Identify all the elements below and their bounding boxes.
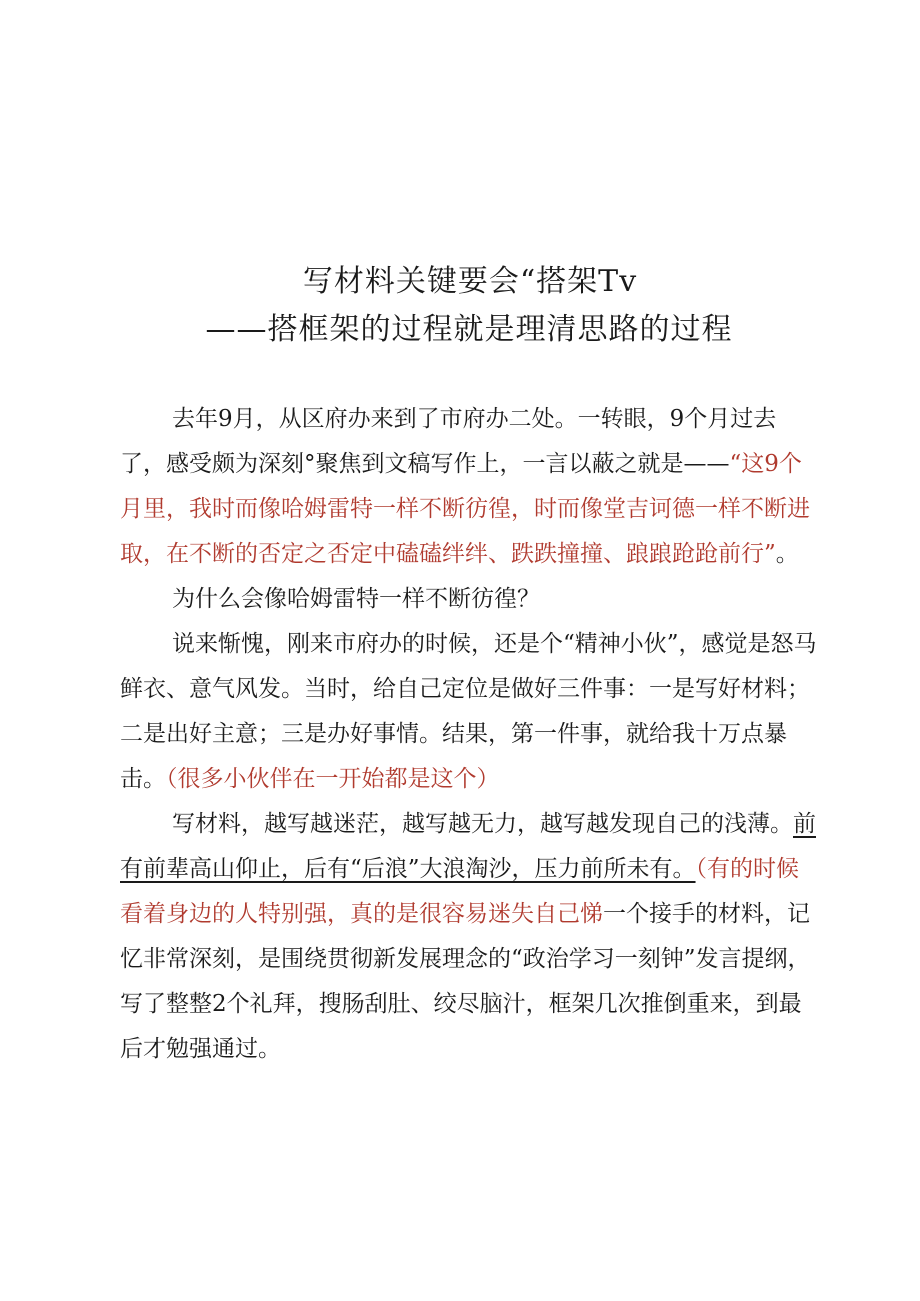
paragraph-4-tail: 一个接手的材料，记忆非常深刻，是围绕贯彻新发展理念的“政治学习一刻钟”发言提纲，写了整整2个礼拜，搜肠刮肚、绞尽脑汁，框架几次推倒重来，到最后才勉强通过。 <box>120 901 811 1062</box>
paragraph-4-aside: （有的时候看着身边的人特别强，真的是很容易迷失自己悌 <box>120 856 800 927</box>
title-line-2: ——搭框架的过程就是理清思路的过程 <box>205 312 733 347</box>
paragraph-4-text: 写材料，越写越迷茫，越写越无力，越写越发现自己的浅薄。 <box>172 811 793 837</box>
paragraph-4-underlined: 前有前辈高山仰止，后有“后浪”大浪淘沙，压力前所未有。 <box>120 811 816 882</box>
article-body <box>120 397 820 1072</box>
title-line-1: 写材料关键要会“搭架Tv <box>302 264 638 299</box>
paragraph-1-text: 去年9月，从区府办来到了市府办二处。一转眼，9个月过去了，感受颇为深刻°聚焦到文稿写作上，一言以蔽之就是—— <box>120 406 777 477</box>
paragraph-1 <box>120 397 820 577</box>
paragraph-2: 为什么会像哈姆雷特一样不断彷徨？ <box>172 586 540 612</box>
paragraph-1-quote: “这9个月里，我时而像哈姆雷特一样不断彷徨，时而像堂吉诃德一样不断进取，在不断的否定之否定中磕磕绊绊、跌跌撞撞、踉踉跄跄前行” <box>120 451 810 567</box>
paragraph-3-aside: （很多小伙伴在一开始都是这个） <box>166 766 500 792</box>
paragraph-4 <box>120 802 820 1072</box>
title-block <box>0 258 920 354</box>
paragraph-3 <box>120 622 820 802</box>
paragraph-1-end: 。 <box>775 541 799 567</box>
paragraph-3-text: 说来惭愧，刚来市府办的时候，还是个“精神小伙”，感觉是怒马鲜衣、意气风发。当时，给自己定位是做好三件事：一是写好材料；二是出好主意；三是办好事情。结果，第一件事，就给我十万点暴击。 <box>120 631 817 792</box>
